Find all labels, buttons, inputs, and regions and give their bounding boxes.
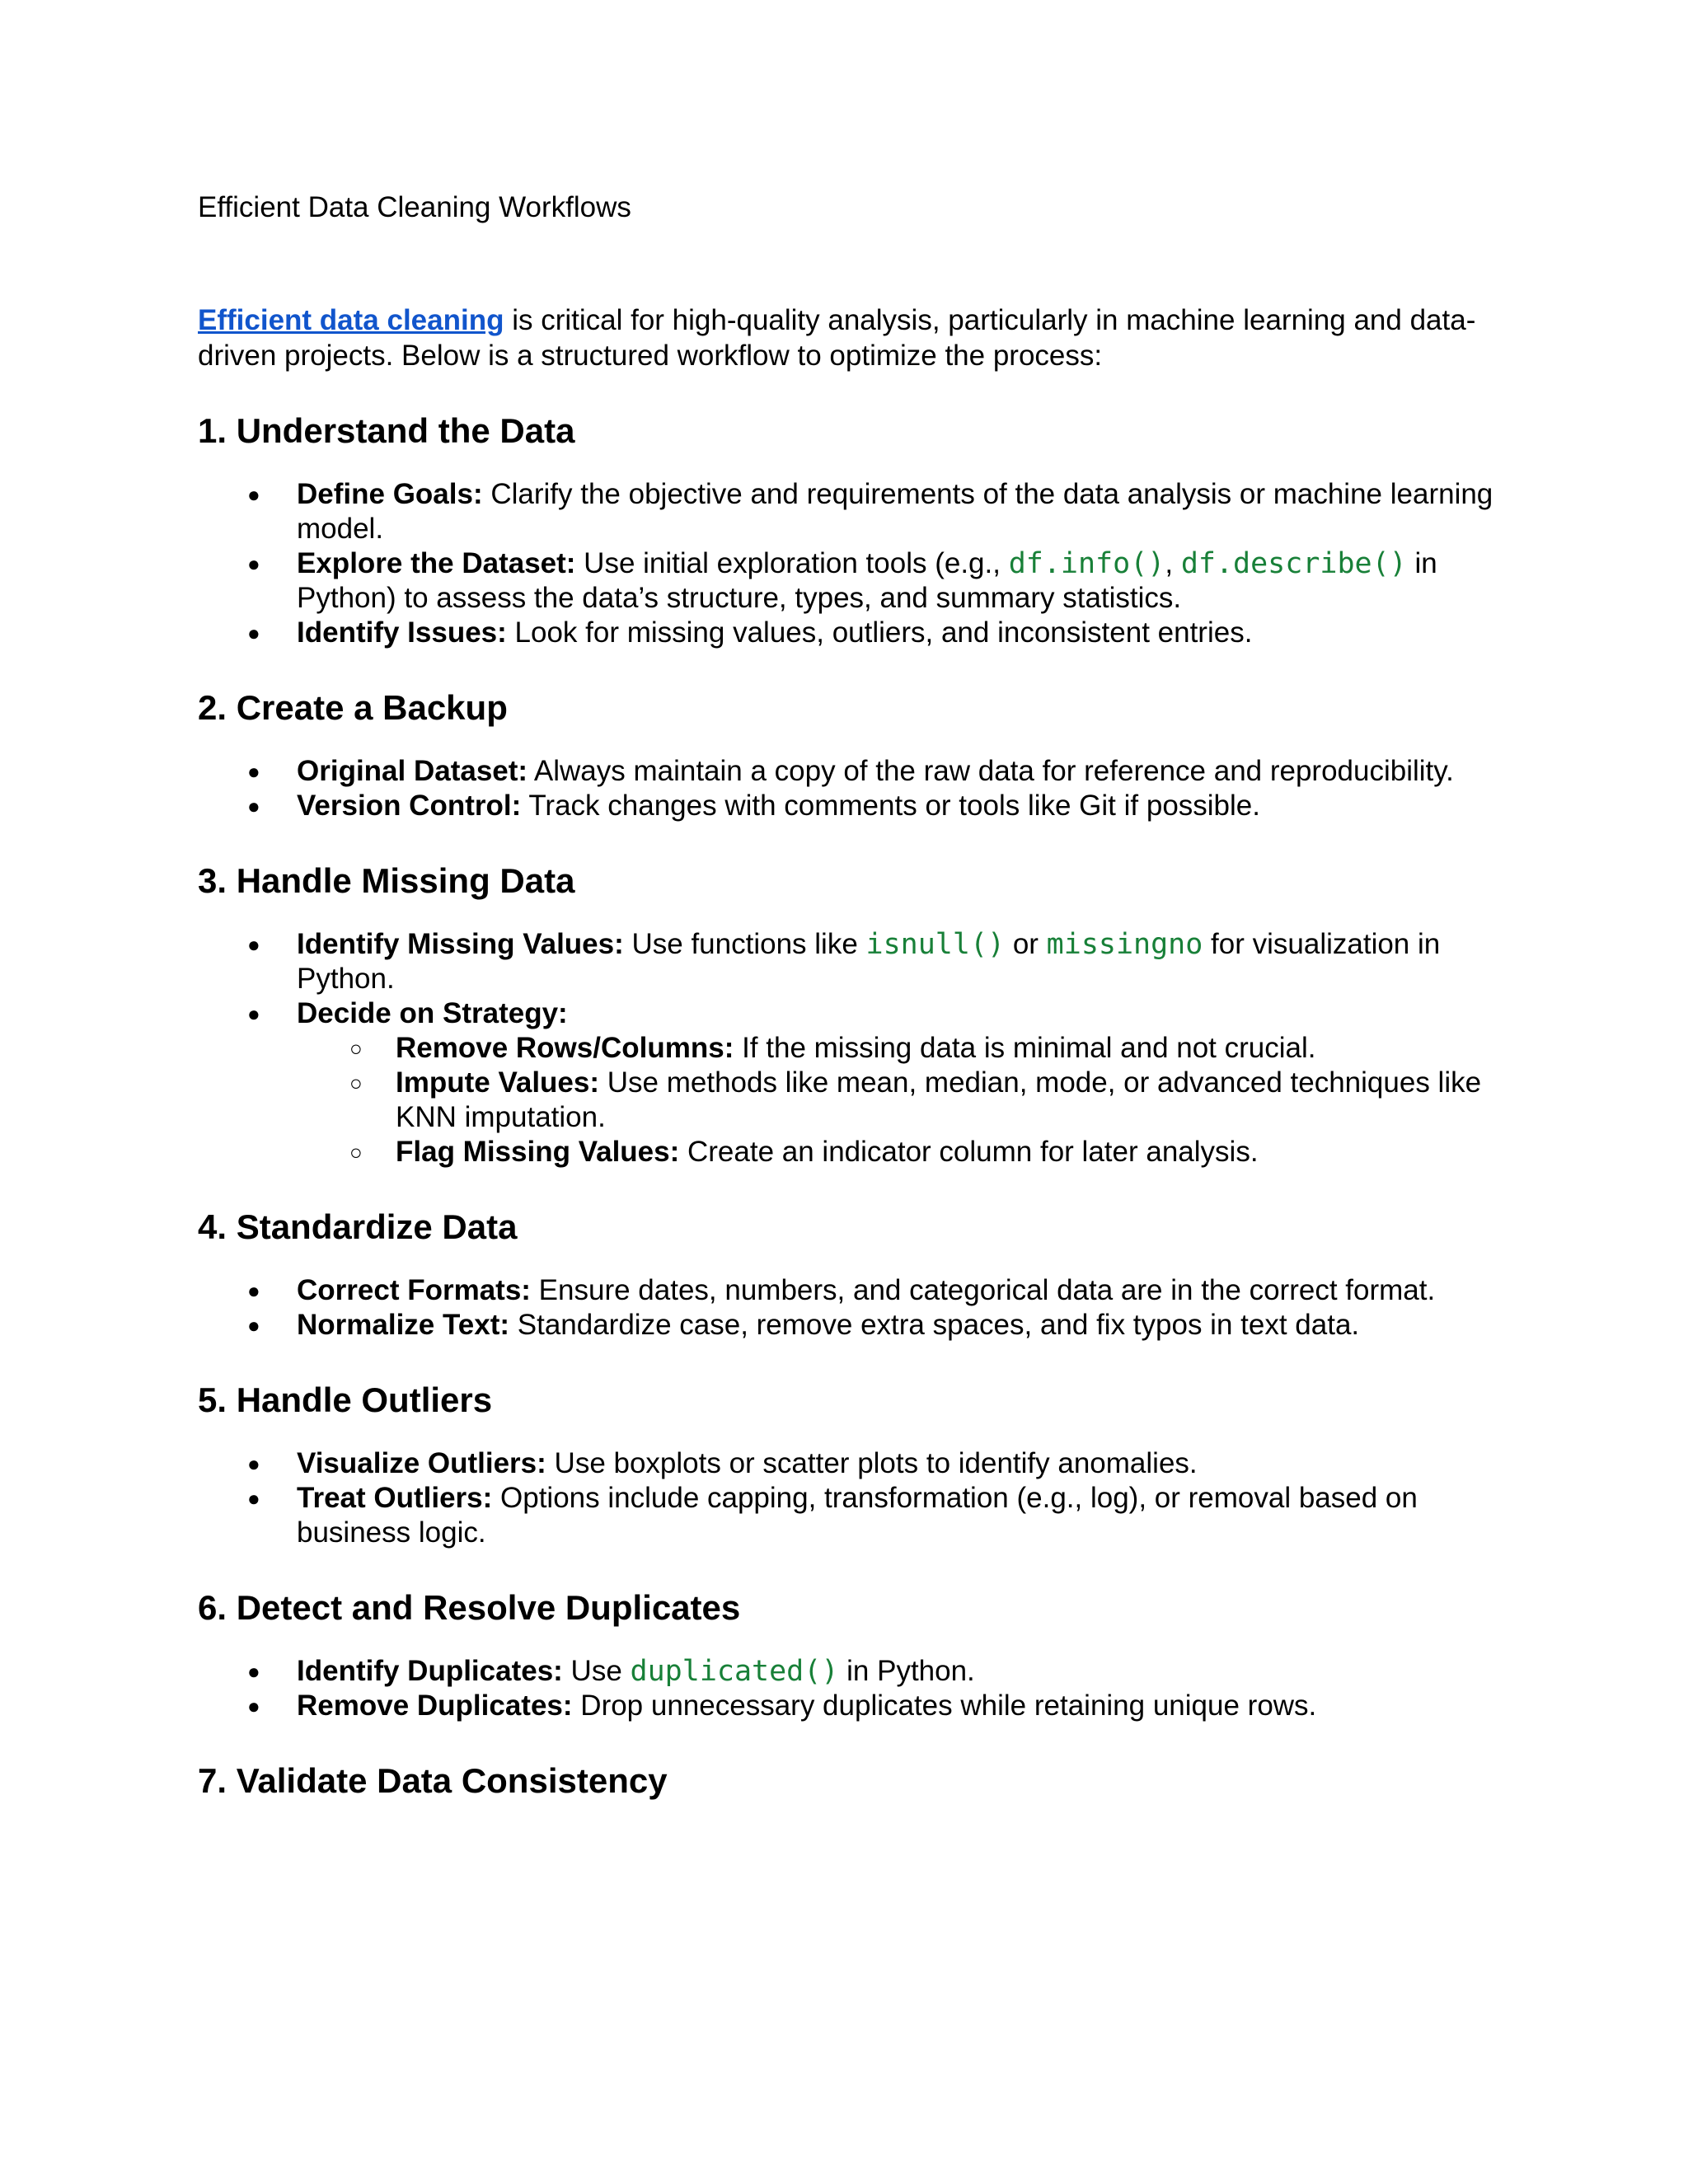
code-snippet: df.info() xyxy=(1008,547,1165,580)
intro-link[interactable]: Efficient data cleaning xyxy=(198,304,504,336)
item-term: Visualize Outliers: xyxy=(297,1447,546,1479)
section-list xyxy=(198,1273,1517,1343)
list-item xyxy=(198,927,1517,996)
section-list xyxy=(198,754,1517,823)
bullet-icon: ● xyxy=(247,932,260,957)
item-text: or xyxy=(1005,928,1047,960)
list-item xyxy=(198,789,1517,823)
intro-text: is critical for high-quality analysis, particularly in machine learning and data-driven projects. Below is a structured workflow to optimize the process: xyxy=(198,304,1476,372)
sub-list-item xyxy=(297,1031,1517,1066)
item-text: Track changes with comments or tools like Git if possible. xyxy=(521,790,1260,822)
bullet-icon: ● xyxy=(247,1486,260,1511)
item-term: Flag Missing Values: xyxy=(396,1136,680,1168)
list-item xyxy=(198,477,1517,546)
item-text: Ensure dates, numbers, and categorical data are in the correct format. xyxy=(530,1274,1436,1306)
item-term: Remove Duplicates: xyxy=(297,1690,573,1722)
sub-list-item xyxy=(297,1135,1517,1169)
bullet-icon: ● xyxy=(247,621,260,645)
item-text: Use functions like xyxy=(623,928,866,960)
list-item xyxy=(198,1446,1517,1481)
list-item xyxy=(198,1308,1517,1343)
item-term: Remove Rows/Columns: xyxy=(396,1032,734,1064)
section-heading-missing-data: 3. Handle Missing Data xyxy=(198,861,575,900)
code-snippet: missingno xyxy=(1046,928,1203,961)
section-heading-backup: 2. Create a Backup xyxy=(198,688,508,727)
item-text: Standardize case, remove extra spaces, and fix typos in text data. xyxy=(509,1309,1360,1341)
item-text: , xyxy=(1165,547,1181,579)
item-term: Treat Outliers: xyxy=(297,1482,493,1514)
item-text: Drop unnecessary duplicates while retaining unique rows. xyxy=(572,1690,1317,1722)
item-term: Correct Formats: xyxy=(297,1274,531,1306)
section-list xyxy=(198,477,1517,650)
code-snippet: isnull() xyxy=(865,928,1006,961)
document-title: Efficient Data Cleaning Workflows xyxy=(198,191,631,223)
item-term: Decide on Strategy: xyxy=(297,997,568,1029)
list-item xyxy=(198,1273,1517,1308)
list-item xyxy=(198,616,1517,650)
bullet-icon: ● xyxy=(247,1278,260,1303)
item-term: Identify Issues: xyxy=(297,616,507,649)
list-item xyxy=(198,1654,1517,1689)
item-text: for visualization in Python. xyxy=(297,928,1441,995)
list-item xyxy=(198,1689,1517,1723)
item-text: Create an indicator column for later analysis. xyxy=(679,1136,1259,1168)
hollow-bullet-icon: ○ xyxy=(349,1140,363,1165)
item-text: If the missing data is minimal and not crucial. xyxy=(734,1032,1316,1064)
hollow-bullet-icon: ○ xyxy=(349,1071,363,1095)
document-page xyxy=(198,190,1517,1802)
bullet-icon: ● xyxy=(247,759,260,784)
item-term: Explore the Dataset: xyxy=(297,547,576,579)
item-text: Clarify the objective and requirements of the data analysis or machine learning model. xyxy=(297,478,1493,545)
section-heading-duplicates: 6. Detect and Resolve Duplicates xyxy=(198,1588,741,1627)
item-term: Version Control: xyxy=(297,790,522,822)
item-term: Identify Duplicates: xyxy=(297,1655,563,1687)
item-text: Look for missing values, outliers, and inconsistent entries. xyxy=(506,616,1253,649)
item-text: Always maintain a copy of the raw data for reference and reproducibility. xyxy=(528,755,1454,787)
bullet-icon: ● xyxy=(247,1659,260,1684)
section-heading-understand-data: 1. Understand the Data xyxy=(198,411,575,450)
hollow-bullet-icon: ○ xyxy=(349,1036,363,1061)
item-text: Use xyxy=(562,1655,631,1687)
item-text: in Python) to assess the data’s structure, types, and summary statistics. xyxy=(297,547,1437,614)
section-heading-standardize: 4. Standardize Data xyxy=(198,1207,518,1246)
bullet-icon: ● xyxy=(247,1694,260,1718)
bullet-icon: ● xyxy=(247,551,260,576)
item-text: Use methods like mean, median, mode, or advanced techniques like KNN imputation. xyxy=(396,1066,1482,1133)
section-list xyxy=(198,1446,1517,1550)
bullet-icon: ● xyxy=(247,794,260,818)
item-term: Identify Missing Values: xyxy=(297,928,624,960)
item-text: Use initial exploration tools (e.g., xyxy=(575,547,1009,579)
section-list xyxy=(198,927,1517,1169)
item-text: in Python. xyxy=(838,1655,975,1687)
item-term: Impute Values: xyxy=(396,1066,600,1099)
list-item xyxy=(198,996,1517,1169)
sub-list-item xyxy=(297,1066,1517,1135)
item-term: Define Goals: xyxy=(297,478,483,510)
code-snippet: duplicated() xyxy=(630,1655,839,1688)
section-list xyxy=(198,1654,1517,1723)
item-term: Normalize Text: xyxy=(297,1309,510,1341)
section-heading-consistency: 7. Validate Data Consistency xyxy=(198,1761,668,1800)
bullet-icon: ● xyxy=(247,482,260,507)
item-text: Options include capping, transformation (e.g., log), or removal based on business logic. xyxy=(297,1482,1418,1549)
bullet-icon: ● xyxy=(247,1451,260,1476)
code-snippet: df.describe() xyxy=(1180,547,1407,580)
bullet-icon: ● xyxy=(247,1313,260,1338)
item-text: Use boxplots or scatter plots to identify anomalies. xyxy=(546,1447,1198,1479)
intro-paragraph xyxy=(198,302,1517,373)
item-term: Original Dataset: xyxy=(297,755,528,787)
list-item xyxy=(198,754,1517,789)
section-heading-outliers: 5. Handle Outliers xyxy=(198,1380,493,1419)
bullet-icon: ● xyxy=(247,1001,260,1026)
list-item xyxy=(198,546,1517,616)
sub-list xyxy=(297,1031,1517,1169)
list-item xyxy=(198,1481,1517,1550)
